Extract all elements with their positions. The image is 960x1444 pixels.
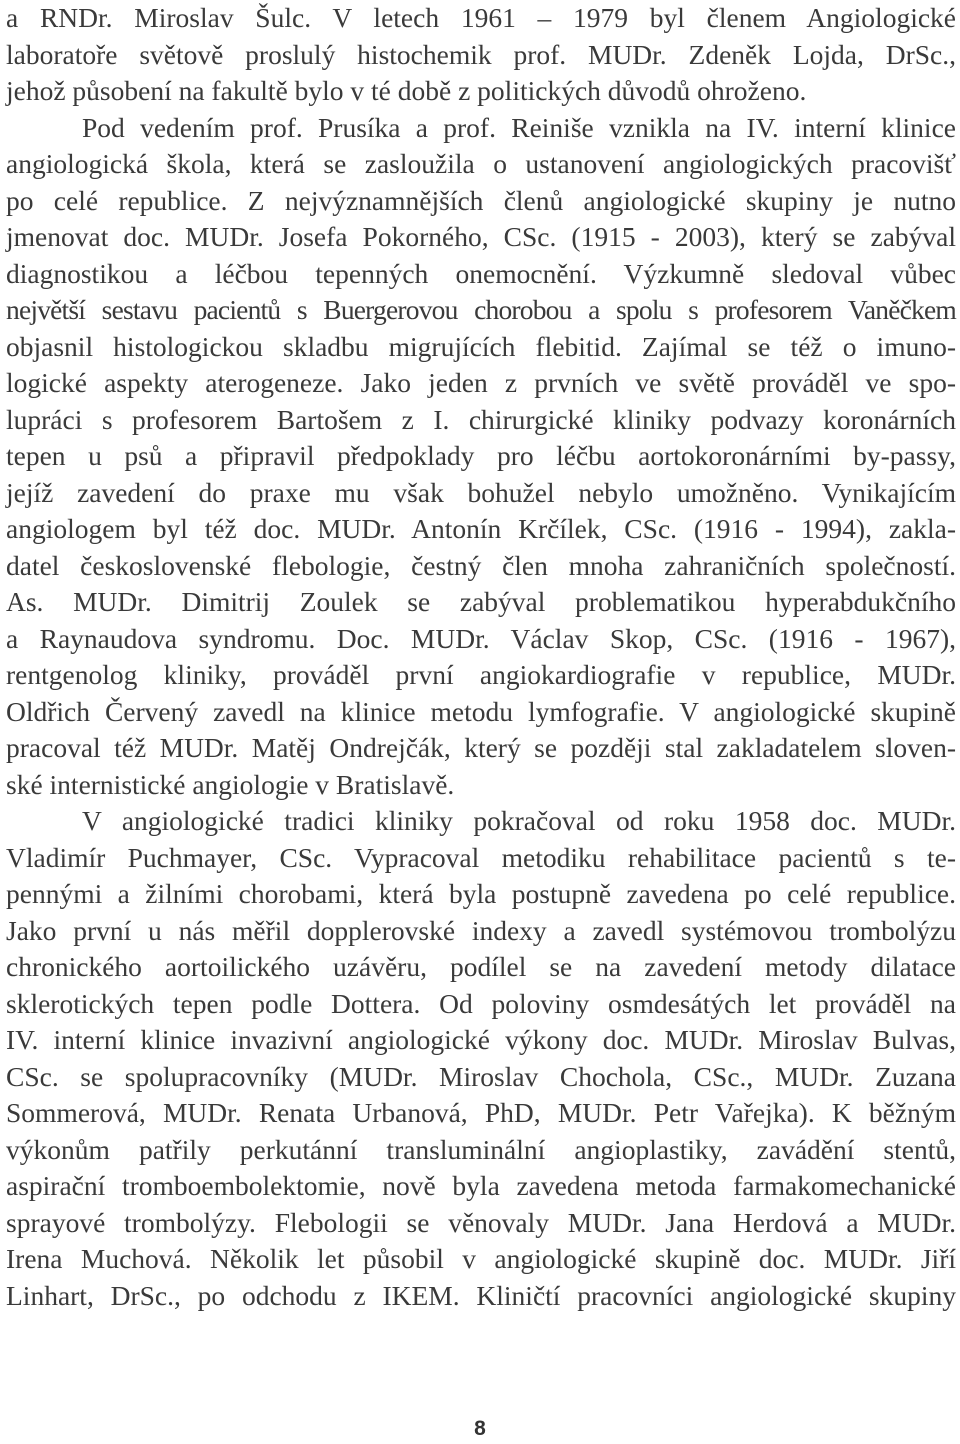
text-line: Jako první u nás měřil dopplerovské indexy a zavedl systémovou trombolýzu xyxy=(6,914,956,946)
text-line: po celé republice. Z nejvýznamnějších členů angiologické skupiny je nutno xyxy=(6,184,956,216)
text-line: objasnil histologickou skladbu migrujících flebitid. Zajímal se též o imuno- xyxy=(6,330,956,362)
document-page xyxy=(6,0,956,1314)
text-line: ské internistické angiologie v Bratislavě. xyxy=(6,768,455,800)
text-line: IV. interní klinice invazivní angiologické výkony doc. MUDr. Miroslav Bulvas, xyxy=(6,1024,956,1055)
text-line: největší sestavu pacientů s Buergerovou chorobou a spolu s profesorem Vaněčkem xyxy=(6,294,956,325)
text-line: logické aspekty aterogeneze. Jako jeden z prvních ve světě prováděl ve spo- xyxy=(6,367,956,398)
text-line: datel československé flebologie, čestný člen mnoha zahraničních společností. xyxy=(6,549,956,581)
text-line: angiologická škola, která se zasloužila o ustanovení angiologických pracovišť xyxy=(6,148,956,179)
text-line: lupráci s profesorem Bartošem z I. chirurgické kliniky podvazy koronárních xyxy=(6,403,956,435)
paragraph-2 xyxy=(6,110,956,804)
text-line: pracoval též MUDr. Matěj Ondrejčák, který se později stal zakladatelem sloven- xyxy=(6,732,956,763)
text-line: Pod vedením prof. Prusíka a prof. Reiniše vznikla na IV. interní klinice xyxy=(82,111,956,143)
text-line: a RNDr. Miroslav Šulc. V letech 1961 – 1979 byl členem Angiologické xyxy=(6,2,956,33)
text-line: Oldřich Červený zavedl na klinice metodu lymfografie. V angiologické skupině xyxy=(6,695,956,727)
text-line: As. MUDr. Dimitrij Zoulek se zabýval problematikou hyperabdukčního xyxy=(6,586,956,617)
text-line: Irena Muchová. Několik let působil v angiologické skupině doc. MUDr. Jiří xyxy=(6,1243,956,1274)
text-line: tepen u psů a připravil předpoklady pro léčbu aortokoronárními by-passy, xyxy=(6,440,956,471)
text-line: jmenovat doc. MUDr. Josefa Pokorného, CSc. (1915 - 2003), který se zabýval xyxy=(6,221,956,252)
text-line: výkonům patřily perkutánní transluminální angioplastiky, zavádění stentů, xyxy=(6,1133,956,1165)
text-line: laboratoře světově proslulý histochemik prof. MUDr. Zdeněk Lojda, DrSc., xyxy=(6,38,956,70)
text-line: pennými a žilními chorobami, která byla postupně zavedena po celé republice. xyxy=(6,878,956,909)
text-line: rentgenolog kliniky, prováděl první angiokardiografie v republice, MUDr. xyxy=(6,659,956,690)
page-number: 8 xyxy=(474,1417,486,1440)
paragraph-1 xyxy=(6,0,956,110)
text-line: sklerotických tepen podle Dottera. Od poloviny osmdesátých let prováděl na xyxy=(6,987,956,1019)
text-line: V angiologické tradici kliniky pokračoval od roku 1958 doc. MUDr. xyxy=(82,805,956,836)
text-line: angiologem byl též doc. MUDr. Antonín Krčílek, CSc. (1916 - 1994), zakla- xyxy=(6,513,956,544)
text-line: aspirační tromboembolektomie, nově byla zavedena metoda farmakomechanické xyxy=(6,1170,956,1201)
text-line: sprayové trombolýzy. Flebologii se věnovaly MUDr. Jana Herdová a MUDr. xyxy=(6,1206,956,1238)
paragraph-3 xyxy=(6,803,956,1314)
text-line: chronického aortoilického uzávěru, podílel se na zavedení metody dilatace xyxy=(6,951,956,982)
text-line: Vladimír Puchmayer, CSc. Vypracoval metodiku rehabilitace pacientů s te- xyxy=(6,841,956,873)
text-line: CSc. se spolupracovníky (MUDr. Miroslav Chochola, CSc., MUDr. Zuzana xyxy=(6,1060,956,1092)
text-line: diagnostikou a léčbou tepenných onemocnění. Výzkumně sledoval vůbec xyxy=(6,257,956,289)
text-line: Linhart, DrSc., po odchodu z IKEM. Kliničtí pracovníci angiologické skupiny xyxy=(6,1279,956,1311)
text-line: jehož působení na fakultě bylo v té době z politických důvodů ohroženo. xyxy=(6,75,807,106)
text-line: jejíž zavedení do praxe mu však bohužel nebylo umožněno. Vynikajícím xyxy=(6,476,956,508)
text-line: Sommerová, MUDr. Renata Urbanová, PhD, MUDr. Petr Vařejka). K běžným xyxy=(6,1097,956,1128)
text-line: a Raynaudova syndromu. Doc. MUDr. Václav Skop, CSc. (1916 - 1967), xyxy=(6,622,956,654)
